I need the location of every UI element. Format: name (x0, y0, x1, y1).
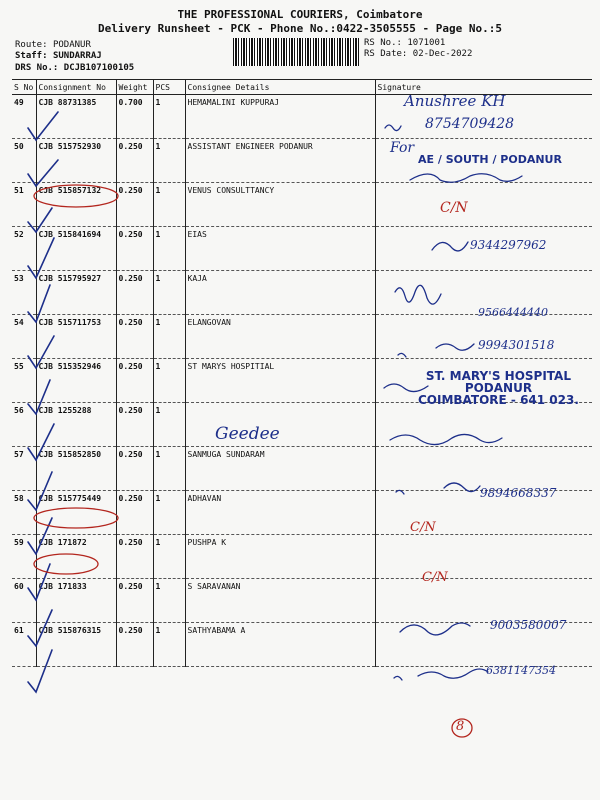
consignment-cell: CJB 88731385 (36, 95, 116, 139)
pcs-cell: 1 (153, 183, 185, 227)
stamp-r50: AE / SOUTH / PODANUR (418, 153, 562, 166)
signature-r56-name: Geedee (215, 424, 280, 444)
weight-cell: 0.250 (116, 315, 153, 359)
pcs-cell: 1 (153, 271, 185, 315)
pcs-cell: 1 (153, 359, 185, 403)
sno-cell: 50 (12, 139, 36, 183)
weight-cell: 0.250 (116, 579, 153, 623)
signature-cell (375, 447, 592, 491)
rs-number-field: RS No.: 1071001 (364, 38, 446, 48)
table-row (12, 183, 592, 227)
weight-cell: 0.250 (116, 227, 153, 271)
col-weight: Weight (116, 80, 153, 95)
consignee-cell: HEMAMALINI KUPPURAJ (185, 95, 375, 139)
pcs-cell: 1 (153, 403, 185, 447)
table-row (12, 579, 592, 623)
consignee-cell: KAJA (185, 271, 375, 315)
consignee-cell: ASSISTANT ENGINEER PODANUR (185, 139, 375, 183)
signature-cell (375, 183, 592, 227)
consignment-cell: CJB 171872 (36, 535, 116, 579)
weight-cell: 0.250 (116, 491, 153, 535)
consignee-cell: SATHYABAMA A (185, 623, 375, 667)
pcs-cell: 1 (153, 139, 185, 183)
staff-field: Staff: SUNDARRAJ (15, 51, 102, 61)
weight-cell: 0.250 (116, 183, 153, 227)
note-r59: C/N (422, 570, 448, 585)
sno-cell: 59 (12, 535, 36, 579)
page-mark: 8 (456, 719, 465, 734)
consignment-cell: CJB 515841694 (36, 227, 116, 271)
consignee-cell: PUSHPA K (185, 535, 375, 579)
sno-cell: 56 (12, 403, 36, 447)
route-field: Route: PODANUR (15, 40, 91, 50)
signature-r60-phone: 9003580007 (490, 618, 567, 632)
signature-r52-phone: 9344297962 (470, 238, 547, 252)
sno-cell: 52 (12, 227, 36, 271)
consignee-cell: ELANGOVAN (185, 315, 375, 359)
consignee-cell: S SARAVANAN (185, 579, 375, 623)
col-consignee: Consignee Details (185, 80, 375, 95)
col-consignment: Consignment No (36, 80, 116, 95)
signature-cell (375, 535, 592, 579)
drs-field: DRS No.: DCJB107100105 (15, 63, 135, 73)
stamp-r55: ST. MARY'S HOSPITAL PODANUR COIMBATORE - 641 023. (418, 369, 579, 407)
pcs-cell: 1 (153, 623, 185, 667)
consignee-cell: ST MARYS HOSPITIAL (185, 359, 375, 403)
weight-cell: 0.250 (116, 403, 153, 447)
pcs-cell: 1 (153, 447, 185, 491)
weight-cell: 0.250 (116, 359, 153, 403)
weight-cell: 0.250 (116, 271, 153, 315)
consignee-cell: SANMUGA SUNDARAM (185, 447, 375, 491)
table-row (12, 535, 592, 579)
consignment-cell: CJB 171833 (36, 579, 116, 623)
col-pcs: PCS (153, 80, 185, 95)
consignee-cell: EIAS (185, 227, 375, 271)
note-r51: C/N (440, 200, 468, 216)
barcode (233, 38, 359, 66)
consignee-cell: VENUS CONSULTTANCY (185, 183, 375, 227)
signature-r53-phone: 9566444440 (478, 306, 548, 319)
signature-r49-name: Anushree KH (404, 92, 506, 110)
sno-cell: 57 (12, 447, 36, 491)
sno-cell: 60 (12, 579, 36, 623)
signature-r61-phone: 6381147354 (486, 664, 556, 677)
weight-cell: 0.250 (116, 447, 153, 491)
consignee-cell (185, 403, 375, 447)
table-row (12, 403, 592, 447)
sno-cell: 58 (12, 491, 36, 535)
table-row (12, 447, 592, 491)
sno-cell: 53 (12, 271, 36, 315)
sno-cell: 54 (12, 315, 36, 359)
col-signature: Signature (375, 80, 592, 95)
weight-cell: 0.700 (116, 95, 153, 139)
signature-r57-phone: 9894668337 (480, 486, 557, 500)
signature-cell (375, 403, 592, 447)
consignment-cell: CJB 515795927 (36, 271, 116, 315)
pcs-cell: 1 (153, 95, 185, 139)
pcs-cell: 1 (153, 227, 185, 271)
consignment-cell: CJB 1255288 (36, 403, 116, 447)
signature-r50-for: For (390, 140, 415, 156)
signature-r49-phone: 8754709428 (425, 116, 515, 132)
scribble-r61-b (418, 669, 488, 678)
consignment-cell: CJB 515352946 (36, 359, 116, 403)
consignee-cell: ADHAVAN (185, 491, 375, 535)
weight-cell: 0.250 (116, 623, 153, 667)
scribble-r61-a (394, 676, 402, 680)
consignment-cell: CJB 515752930 (36, 139, 116, 183)
consignment-cell: CJB 515857132 (36, 183, 116, 227)
pcs-cell: 1 (153, 315, 185, 359)
signature-r54-phone: 9994301518 (478, 338, 555, 352)
consignment-cell: CJB 515876315 (36, 623, 116, 667)
company-title: THE PROFESSIONAL COURIERS, Coimbatore (177, 8, 423, 21)
rs-date-field: RS Date: 02-Dec-2022 (364, 49, 473, 59)
sno-cell: 61 (12, 623, 36, 667)
consignment-cell: CJB 515711753 (36, 315, 116, 359)
pcs-cell: 1 (153, 579, 185, 623)
sno-cell: 49 (12, 95, 36, 139)
sno-cell: 51 (12, 183, 36, 227)
weight-cell: 0.250 (116, 139, 153, 183)
weight-cell: 0.250 (116, 535, 153, 579)
runsheet-subtitle: Delivery Runsheet - PCK - Phone No.:0422-3505555 - Page No.:5 (98, 22, 502, 35)
col-sno: S No (12, 80, 36, 95)
consignment-cell: CJB 515775449 (36, 491, 116, 535)
signature-cell (375, 579, 592, 623)
note-r58: C/N (410, 520, 436, 535)
pcs-cell: 1 (153, 491, 185, 535)
sno-cell: 55 (12, 359, 36, 403)
pcs-cell: 1 (153, 535, 185, 579)
consignment-cell: CJB 515852850 (36, 447, 116, 491)
